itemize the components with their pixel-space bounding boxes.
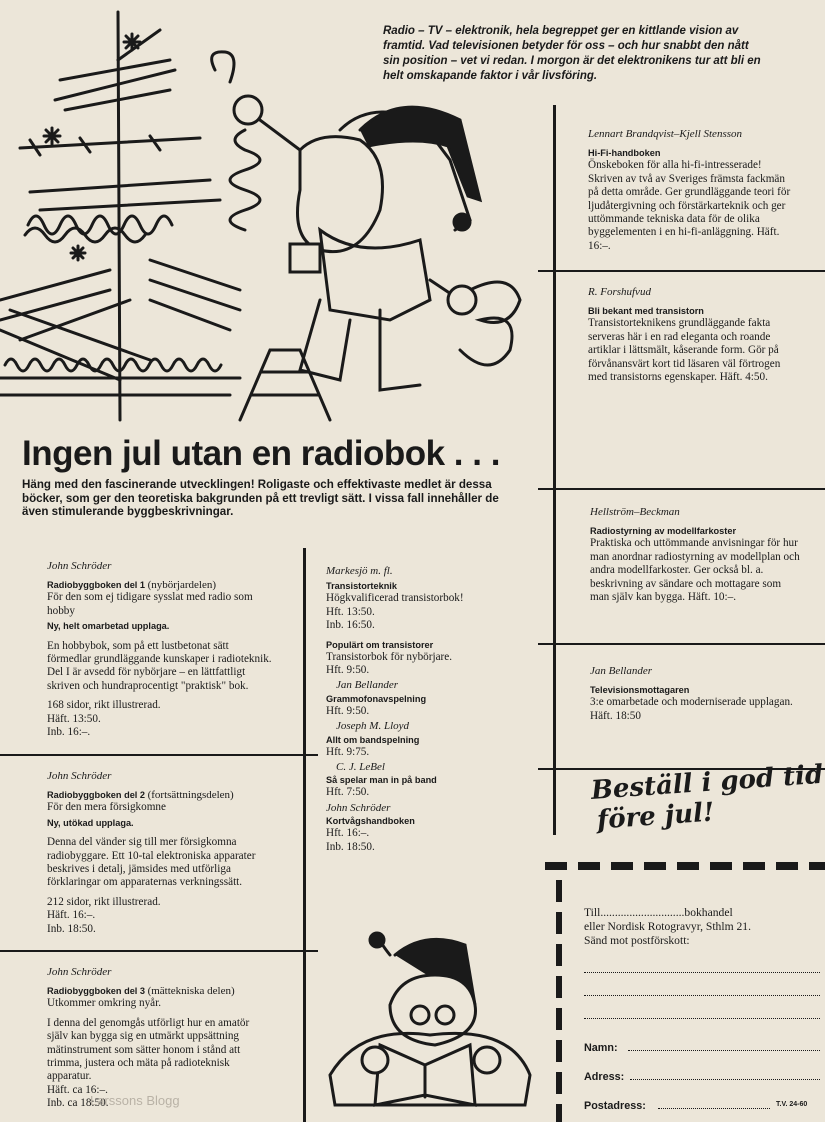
order-form-address: eller Nordisk Rotogravyr, Sthlm 21. (584, 920, 751, 933)
order-line-2[interactable] (584, 995, 820, 996)
book-description: Önskeboken för alla hi-fi-intresserade! Skriven av två av Sveriges främsta fackmän på detta område. Ger grundläggande teori för ljudåtergivning och förstärkarteknik och ger uttömmande tekniska data för de olika byggelementen i en hi-fi-anläggning. Häft. 16:–. (588, 159, 791, 252)
book-subtitle: (fortsättningsdelen) (147, 789, 234, 802)
book-price-haft: Hft. 16:–. (326, 827, 370, 840)
edition-note: Ny, utökad upplaga. (47, 817, 134, 828)
book-title: Televisionsmottagaren (590, 685, 690, 696)
book-subtitle: (mättekniska delen) (147, 985, 235, 998)
book-title: Transistorteknik (326, 581, 397, 592)
book-author: John Schröder (47, 966, 112, 978)
section-divider (0, 950, 318, 952)
book-title: Allt om bandspelning (326, 734, 420, 745)
book-author: Hellström–Beckman (590, 506, 680, 518)
book-hifi-handboken (588, 128, 798, 253)
book-author: John Schröder (47, 770, 112, 782)
book-radiostyrning (590, 506, 800, 604)
book-title: Hi-Fi-handboken (588, 148, 661, 159)
book-author: C. J. LeBel (336, 761, 385, 774)
section-divider (538, 643, 825, 645)
headline: Ingen jul utan en radiobok . . . (22, 434, 500, 473)
right-column-divider (553, 105, 556, 835)
book-author: John Schröder (326, 801, 391, 814)
postal-address-field[interactable] (658, 1108, 770, 1109)
book-author: John Schröder (47, 560, 112, 572)
book-list-middle (326, 565, 536, 854)
book-description-long: En hobbybok, som på ett lustbetonat sätt förmedlar grundläggande kunskaper i radioteknik. Del I är avsedd för nybörjare – en lättfattligt skriven och hundraprocentigt "praktisk" bok. (47, 639, 272, 692)
book-price-haft: Hft. 9:50. (326, 704, 370, 717)
order-line-1[interactable] (584, 972, 820, 973)
book-radiobyggboken-del-2 (47, 770, 272, 936)
order-cta (590, 760, 825, 836)
book-title: Populärt om transistorer (326, 639, 434, 650)
book-radiobyggboken-del-3 (47, 966, 272, 1111)
book-author: Lennart Brandqvist–Kjell Stensson (588, 128, 742, 140)
book-price-inb: Inb. 16:–. (47, 726, 91, 739)
ad-code: T.V. 24-60 (776, 1101, 808, 1108)
book-price-haft: Hft. 9:75. (326, 745, 370, 758)
left-column-divider (303, 548, 306, 1122)
book-title: Radiobyggboken del 2 (47, 790, 146, 801)
watermark: Larssons Blogg (90, 1093, 180, 1108)
name-field[interactable] (628, 1050, 820, 1051)
santa-antenna-illustration (0, 0, 540, 430)
name-label: Namn: (584, 1042, 618, 1054)
book-description: Transistorbok för nybörjare. (326, 650, 453, 663)
book-author: Markesjö m. fl. (326, 565, 393, 577)
section-divider (538, 270, 825, 272)
book-pages: 168 sidor, rikt illustrerad. (47, 699, 161, 712)
book-description: För den som ej tidigare sysslat med radio som hobby (47, 591, 253, 617)
book-televisionsmottagaren (590, 665, 800, 723)
intro-text: Radio – TV – elektronik, hela begreppet ger en kittlande vision av framtid. Vad televisionen betyder för oss – och hur snabbt den nått sin position – vet vi redan. I morgon är det elektronikens tur att bli en helt omskapande faktor i vår livsföring. (383, 25, 761, 82)
section-divider (538, 488, 825, 490)
address-field[interactable] (630, 1079, 820, 1080)
address-label: Adress: (584, 1071, 625, 1083)
book-price-inb: Inb. 18:50. (326, 840, 375, 853)
book-price-haft: Häft. 13:50. (47, 712, 101, 725)
book-description-long: I denna del genomgås utförligt hur en amatör själv kan bygga sig en utmärkt uppsättning mätinstrument som sätter honom i stånd att trimma, justera och mäta på radioteknisk apparatur. (47, 1016, 250, 1083)
book-description: Utkommer omkring nyår. (47, 997, 162, 1010)
book-author: Joseph M. Lloyd (336, 720, 410, 733)
book-price-haft: Häft. 16:–. (47, 909, 96, 922)
book-title: Kortvågshandboken (326, 816, 415, 827)
book-price-inb: Inb. 16:50. (326, 619, 375, 632)
book-pages: 212 sidor, rikt illustrerad. (47, 895, 161, 908)
book-title: Bli bekant med transistorn (588, 306, 704, 317)
book-subtitle: (nybörjardelen) (147, 579, 216, 592)
book-description: Transistorteknikens grundläggande fakta serveras här i en rad eleganta och roande artiklar i lättsmält, kåserande form. Gör på förvånansvärt kort tid läsaren väl förtrogen med transistorns egenskaper. Häft. 4:50. (588, 317, 781, 384)
postal-address-label: Postadress: (584, 1100, 646, 1112)
book-description: För den mera försigkomne (47, 801, 166, 814)
order-line-3[interactable] (584, 1018, 820, 1019)
reading-elf-illustration (325, 925, 535, 1110)
lead-text: Häng med den fascinerande utvecklingen! Roligaste och effektivaste medlet är dessa böcker, som ger den teoretiska bakgrunden på ett trevligt sätt. I vissa fall innehåller de även stimulerande byggbeskrivningar. (22, 478, 499, 519)
book-title: Radiobyggboken del 1 (47, 580, 146, 591)
book-description: Högkvalificerad transistorbok! (326, 592, 464, 605)
book-author: Jan Bellander (336, 679, 399, 692)
book-title: Radiostyrning av modellfarkoster (590, 526, 737, 537)
book-description: 3:e omarbetade och moderniserade upplagan. Häft. 18:50 (590, 696, 793, 722)
cta-line-2: före jul! (596, 797, 716, 836)
book-description-long: Denna del vänder sig till mer försigkomna radiobyggare. Ett 10-tal elektroniska apparater beskrives i detalj, jämsides med utförliga förklaringar om apparaternas verkningssätt. (47, 836, 256, 889)
book-bli-bekant-med-transistorn (588, 286, 798, 384)
book-price-haft: Hft. 9:50. (326, 664, 370, 677)
book-description: Praktiska och uttömmande anvisningar för hur man anordnar radiostyrning av modellplan och andra modellfarkoster. Ger också bl. a. beskrivning av sändare och mottagare som man själv kan bygga. Häft. 10:–. (590, 537, 800, 604)
book-author: Jan Bellander (590, 665, 653, 677)
book-price-inb: Inb. 18:50. (47, 922, 96, 935)
book-price-inb: Inb. ca 18:50. (47, 1097, 109, 1110)
book-price-haft: Hft. 13:50. (326, 605, 375, 618)
book-author: R. Forshufvud (588, 286, 651, 298)
book-radiobyggboken-del-1 (47, 560, 272, 739)
book-title: Grammofonavspelning (326, 693, 427, 704)
book-price-haft: Hft. 7:50. (326, 786, 370, 799)
book-title: Så spelar man in på band (326, 775, 437, 786)
order-form-instruction: Sänd mot postförskott: (584, 934, 690, 947)
book-title: Radiobyggboken del 3 (47, 986, 146, 997)
cta-line-1: Beställ i god tid (590, 759, 825, 806)
book-price-haft: Häft. ca 16:–. (47, 1083, 108, 1096)
section-divider (0, 754, 318, 756)
edition-note: Ny, helt omarbetad upplaga. (47, 621, 170, 632)
order-form-bookshop: Till.............................bokhandel (584, 906, 733, 919)
